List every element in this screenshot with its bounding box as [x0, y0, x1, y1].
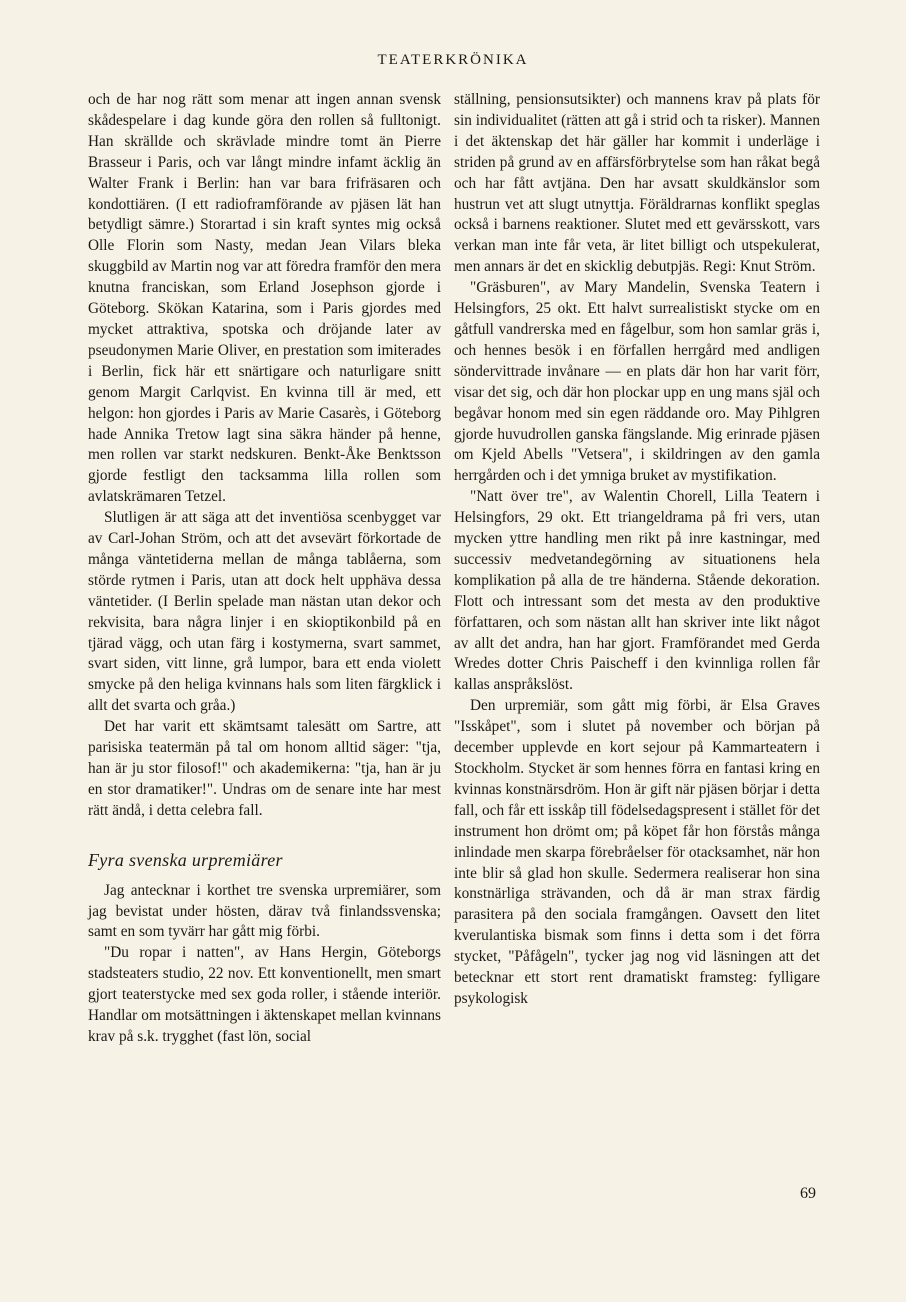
- paragraph: "Gräsburen", av Mary Mandelin, Svenska Teatern i Helsingfors, 25 okt. Ett halvt surrealistiskt stycke om en gåtfull vandrerska med en fågelbur, som hon samlar gräs i, och hennes besök i en förfallen herrgård med andligen söndervittrade invånare — en plats där hon har varit förr, visar det sig, och där hon plockar upp en ung mans själ och begåvar honom med sin egen räddande oro. May Pihlgren gjorde huvudrollen ganska fängslande. Mig erinrade pjäsen om Kjeld Abells "Vetsera", i skildringen av den gamla herrgården och i det ymniga bruket av mystifikation.: [454, 279, 820, 485]
- paragraph: ställning, pensionsutsikter) och mannens krav på plats för sin individualitet (rätten att gå i strid och ta risker). Mannen i det äktenskap det här gäller har kommit i underläge i striden på grund av en affärsförbrytelse som han råkat begå och har fått avtjäna. Den har avsatt skuldkänslor som hustrun vet att slugt utnyttja. Föräldrarnas konflikt speglas också i barnens reaktioner. Slutet med ett gevärsskott, vars verkan man inte får veta, är litet billigt och utspekulerat, men annars är det en skicklig debutpjäs. Regi: Knut Ström.: [454, 91, 820, 276]
- paragraph: och de har nog rätt som menar att ingen annan svensk skådespelare i dag kunde göra den rollen så fulltonigt. Han skrällde och skrävlade mindre tomt än Pierre Brasseur i Paris, och var långt mindre infamt äcklig än Walter Frank i Berlin: han var bara frifräsaren och kondottiären. (I ett radioframförande av pjäsen lät han betydligt sämre.) Storartad i sin kraft syntes mig också Olle Florin som Nasty, medan Jean Vilars bleka skuggbild av Martin nog var att föredra framför den mera knutna franciskan, som Erland Josephson gjorde i Göteborg. Skökan Katarina, som i Paris gjordes med mycket attraktiva, spotska och dröjande later av pseudonymen Marie Oliver, en prestation som imiterades i Berlin, fick här ett snärtigare och naturligare snitt genom Margit Carlqvist. En kvinna till är med, ett helgon: hon gjordes i Paris av Marie Casarès, i Göteborg hade Annika Tretow lagt sina säkra händer på henne, men rollen var starkt nedskuren. Benkt-Åke Benktsson gjorde festligt den tacksamma lilla rollen som avlatskrämaren Tetzel.: [88, 91, 441, 506]
- paragraph: "Natt över tre", av Walentin Chorell, Lilla Teatern i Helsingfors, 29 okt. Ett triangeldrama på fri vers, utan mycken yttre handling men rikt på inre kastningar, med successiv medvetandegörning av situationens hela komplikation på alla de tre händerna. Stående dekoration. Flott och intressant som det mesta av den produktive författaren, och som nästan allt han skriver inte likt något av allt det andra, han har gjort. Framförandet med Gerda Wredes dotter Chris Paischeff i den kvinnliga rollen får kallas anspråkslöst.: [454, 488, 820, 694]
- paragraph: Det har varit ett skämtsamt talesätt om Sartre, att parisiska teatermän på tal om honom alltid säger: "tja, han är ju stor filosof!" och akademikerna: "tja, han är ju en stor dramatiker!". Undras om de senare inte har mest rätt ändå, i detta celebra fall.: [88, 718, 441, 819]
- paragraph: Den urpremiär, som gått mig förbi, är Elsa Graves "Isskåpet", som i slutet på november och början på december upplevde en kort sejour på Kammarteatern i Stockholm. Stycket är som hennes förra en fantasi kring en kvinnas konstnärsdröm. Hon är gift när pjäsen börjar i detta fall, och får ett isskåp till födelsedagspresent i stället för det instrument hon drömt om; på köpet får hon förstås många inlindade men skarpa förebråelser för otacksamhet, när hon inte blir så glad hon skulle. Sedermera realiserar hon sina konstnärliga strävanden, och då är man strax färdig parasitera på den sociala framgången. Oavsett den litet kverulantiska bismak som finns i detta som i det förra stycket, "Påfågeln", tycker jag nog vid läsningen att det betecknar ett stort rent dramatiskt framsteg: fylligare psykologisk: [454, 697, 820, 1007]
- paragraph: Slutligen är att säga att det inventiösa scenbygget var av Carl-Johan Ström, och att det avsevärt förkortade de många väntetiderna mellan de många tablåerna, som störde rytmen i Paris, utan att dock helt upphäva dessa väntetider. (I Berlin spelade man nästan utan dekor och rekvisita, bara några linjer i en skioptikonbild på en tjärad vägg, och utan färg i kostymerna, svart sammet, svart siden, vitt linne, grå lumpor, bara ett enda violett smycke på den heliga kvinnans hals som liten färgklick i allt det svarta och gråa.): [88, 509, 441, 715]
- paragraph: Jag antecknar i korthet tre svenska urpremiärer, som jag bevistat under hösten, därav två finlandssvenska; samt en som tyvärr har gått mig förbi.: [88, 881, 441, 941]
- section-heading: Fyra svenska urpremiärer: [88, 849, 283, 870]
- page-number: 69: [800, 1185, 816, 1202]
- paragraph: "Du ropar i natten", av Hans Hergin, Göteborgs stadsteaters studio, 22 nov. Ett konventionellt, men smart gjort teaterstycke med sex goda roller, i stående interiör. Handlar om motsättningen i äktenskapet mellan kvinnans krav på s.k. trygghet (fast lön, social: [88, 944, 441, 1045]
- left-column: [88, 90, 441, 1048]
- right-column: [454, 90, 820, 1010]
- running-title: TEATERKRÖNIKA: [377, 52, 529, 68]
